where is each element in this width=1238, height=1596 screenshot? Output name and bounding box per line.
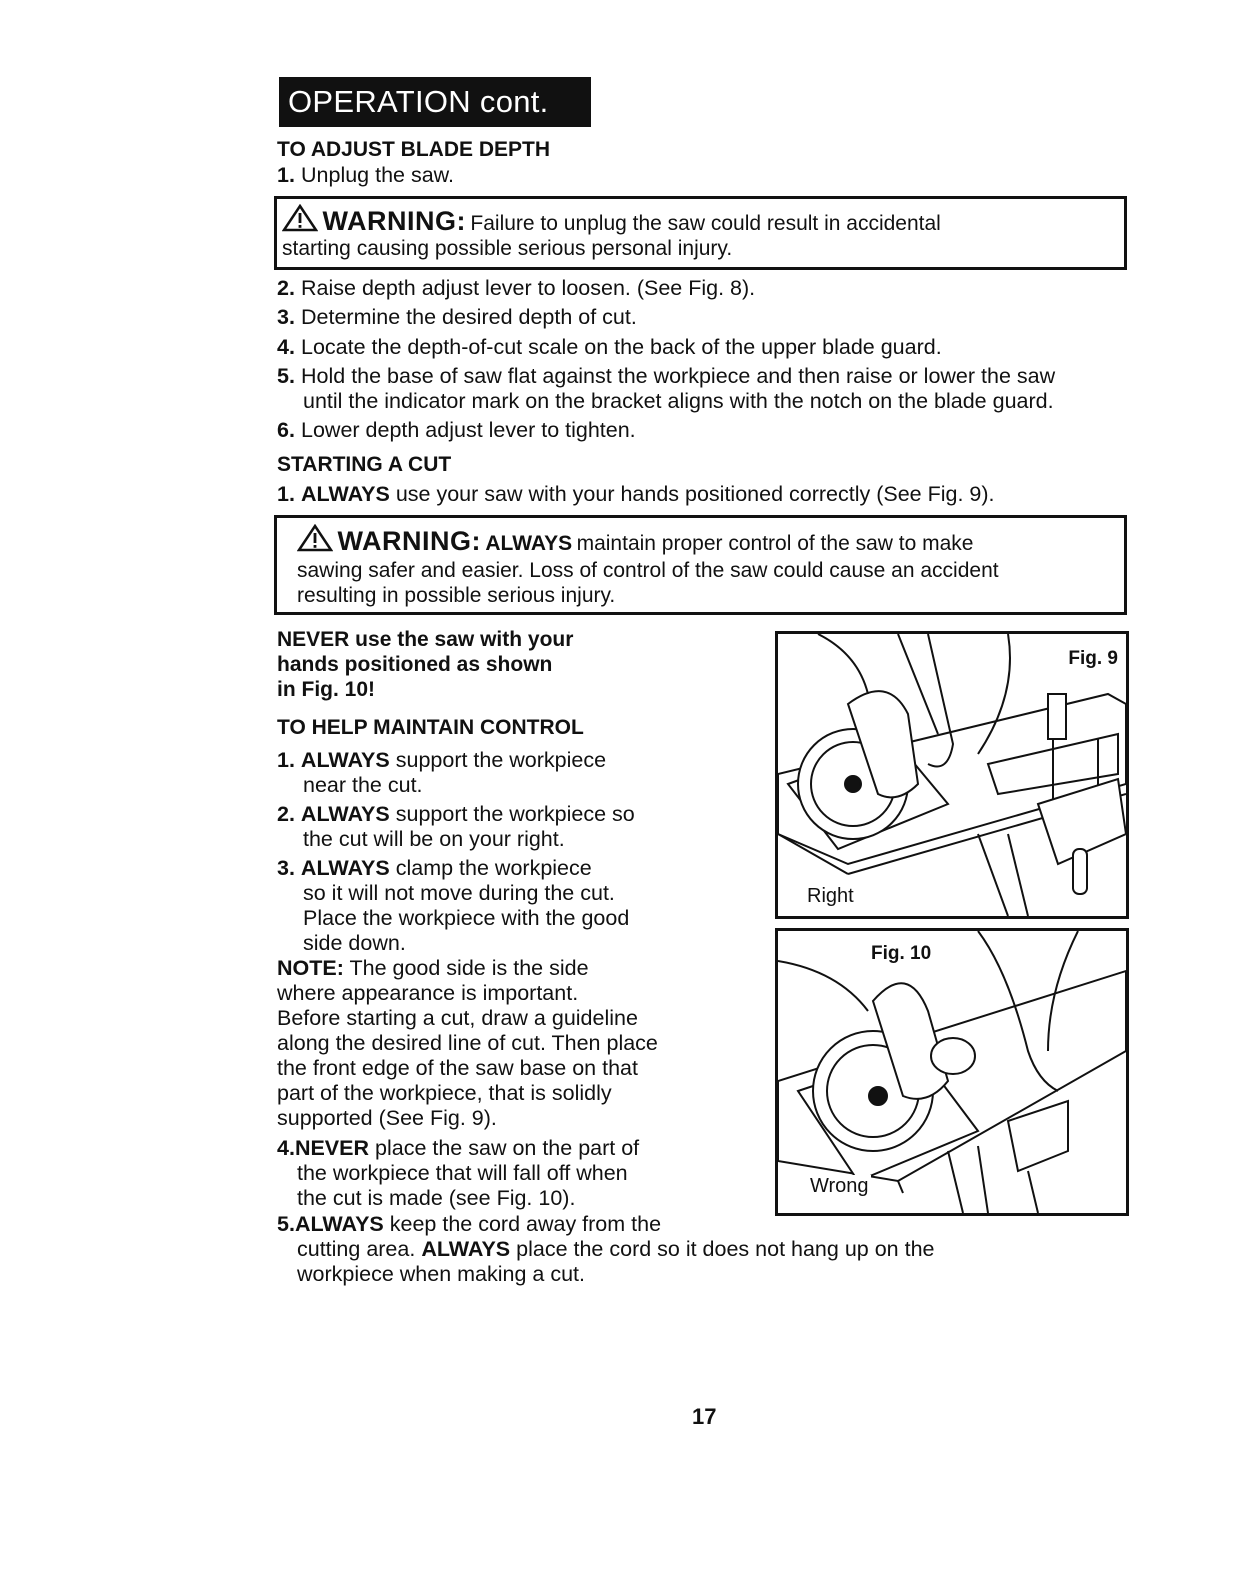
step-text: Unplug the saw.	[301, 163, 454, 187]
page-number: 17	[692, 1404, 717, 1429]
step-text-2: until the indicator mark on the bracket aligns with the notch on the blade guard.	[303, 389, 1054, 413]
emphasis: ALWAYS	[294, 1212, 384, 1236]
adjust-step-2	[277, 276, 755, 301]
never-line-2: hands positioned as shown	[277, 653, 553, 676]
control-item-5	[277, 1212, 1117, 1287]
never-warning	[277, 627, 573, 702]
note-text-7: supported (See Fig. 9).	[277, 1106, 497, 1130]
item-text-2b: place the cord so it does not hang up on the	[516, 1237, 935, 1261]
item-text-1: clamp the workpiece	[395, 856, 592, 880]
step-text: Raise depth adjust lever to loosen. (See Fig. 8).	[301, 276, 756, 300]
item-text-4: side down.	[303, 931, 406, 955]
step-number: 6.	[277, 418, 295, 442]
section-banner: OPERATION cont.	[279, 77, 591, 127]
warning-text-3: resulting in possible serious injury.	[297, 584, 616, 607]
warning-line-1	[297, 524, 973, 557]
never-line-1: NEVER use the saw with your	[277, 628, 574, 651]
figure-10	[775, 928, 1129, 1216]
item-text-2a: cutting area.	[297, 1237, 416, 1261]
emphasis-2: ALWAYS	[421, 1237, 511, 1261]
item-number: 4.	[277, 1136, 295, 1160]
warning-line-1	[282, 204, 941, 237]
control-item-1	[277, 748, 747, 798]
warning-text-2: sawing safer and easier. Loss of control of the saw could cause an accident	[297, 559, 999, 582]
control-item-2	[277, 802, 747, 852]
warning-triangle-icon	[282, 204, 318, 232]
control-heading: TO HELP MAINTAIN CONTROL	[277, 716, 584, 739]
item-number: 2.	[277, 802, 295, 826]
item-text-2: so it will not move during the cut.	[303, 881, 615, 905]
item-text-3: workpiece when making a cut.	[297, 1262, 586, 1286]
step-text: use your saw with your hands positioned correctly (See Fig. 9).	[395, 482, 995, 506]
warning-emphasis: ALWAYS	[485, 532, 573, 555]
emphasis: ALWAYS	[300, 802, 390, 826]
control-item-3	[277, 856, 747, 956]
control-list	[277, 748, 747, 1211]
step-number: 1.	[277, 482, 295, 506]
starting-step-1	[277, 482, 995, 507]
warning-text-1: maintain proper control of the saw to make	[576, 532, 974, 555]
fig-10-caption: Wrong	[810, 1175, 869, 1197]
warning-box-control	[274, 515, 1127, 615]
saw-wrong-illustration	[778, 931, 1126, 1213]
emphasis: NEVER	[294, 1136, 370, 1160]
item-number: 5.	[277, 1212, 295, 1236]
note-text-5: the front edge of the saw base on that	[277, 1056, 638, 1080]
figure-9	[775, 631, 1129, 919]
fig-10-label: Fig. 10	[868, 943, 934, 965]
item-text-2: near the cut.	[303, 773, 423, 797]
emphasis: ALWAYS	[300, 856, 390, 880]
item-text-3: Place the workpiece with the good	[303, 906, 630, 930]
step-number: 2.	[277, 276, 295, 300]
item-text-1: support the workpiece	[395, 748, 607, 772]
warning-title: WARNING:	[337, 526, 481, 556]
starting-heading: STARTING A CUT	[277, 453, 452, 476]
warning-triangle-icon	[297, 524, 333, 552]
warning-text-2: starting causing possible serious personal injury.	[282, 237, 733, 260]
note-text-3: Before starting a cut, draw a guideline	[277, 1006, 638, 1030]
item-text-3: the cut is made (see Fig. 10).	[297, 1186, 576, 1210]
adjust-step-1	[277, 163, 454, 188]
note-label: NOTE:	[277, 956, 344, 980]
step-number: 4.	[277, 335, 295, 359]
never-line-3: in Fig. 10!	[277, 678, 376, 701]
fig-9-caption: Right	[807, 885, 854, 907]
emphasis: ALWAYS	[301, 482, 390, 506]
adjust-step-5	[277, 364, 1055, 414]
emphasis: ALWAYS	[300, 748, 390, 772]
step-number: 3.	[277, 305, 295, 329]
saw-right-illustration	[778, 634, 1126, 916]
control-note	[277, 956, 747, 1131]
item-number: 3.	[277, 856, 295, 880]
item-text-1: support the workpiece so	[395, 802, 635, 826]
step-number: 5.	[277, 364, 295, 388]
adjust-step-6	[277, 418, 636, 443]
adjust-heading: TO ADJUST BLADE DEPTH	[277, 138, 551, 161]
warning-box-unplug	[274, 196, 1127, 270]
step-number: 1.	[277, 163, 295, 187]
warning-title: WARNING:	[322, 206, 466, 236]
fig-9-label: Fig. 9	[1068, 648, 1118, 669]
control-item-4	[277, 1136, 747, 1211]
step-text: Locate the depth-of-cut scale on the back of the upper blade guard.	[301, 335, 942, 359]
adjust-step-3	[277, 305, 637, 330]
item-text-1: keep the cord away from the	[389, 1212, 662, 1236]
item-number: 1.	[277, 748, 295, 772]
note-text-6: part of the workpiece, that is solidly	[277, 1081, 612, 1105]
step-text-1: Hold the base of saw flat against the workpiece and then raise or lower the saw	[301, 364, 1056, 388]
step-text: Lower depth adjust lever to tighten.	[301, 418, 636, 442]
item-text-2: the cut will be on your right.	[303, 827, 565, 851]
step-text: Determine the desired depth of cut.	[301, 305, 637, 329]
item-text-1: place the saw on the part of	[375, 1136, 640, 1160]
adjust-step-4	[277, 335, 942, 360]
note-text-2: where appearance is important.	[277, 981, 579, 1005]
warning-text-1: Failure to unplug the saw could result in accidental	[470, 212, 941, 235]
note-text-1: The good side is the side	[349, 956, 589, 980]
item-text-2: the workpiece that will fall off when	[297, 1161, 628, 1185]
note-text-4: along the desired line of cut. Then place	[277, 1031, 658, 1055]
